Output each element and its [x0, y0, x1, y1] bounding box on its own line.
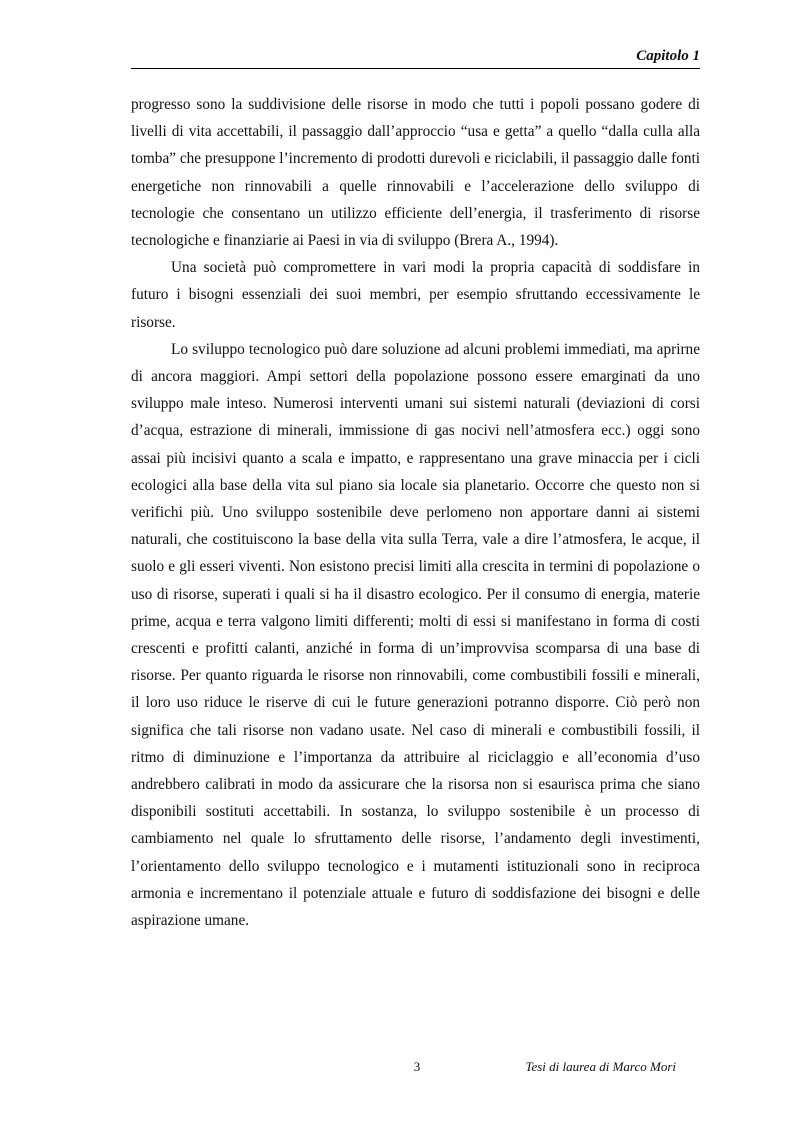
page-number: 3 [413, 1059, 421, 1074]
header-rule [131, 68, 700, 69]
paragraph-3: Lo sviluppo tecnologico può dare soluzione ad alcuni problemi immediati, ma aprirne di ancora maggiori. Ampi settori della popolazione possono essere emarginati da uno sviluppo male inteso. Numerosi interventi umani sui sistemi naturali (deviazioni di corsi d’acqua, estrazione di minerali, immissione di gas nocivi nell’atmosfera ecc.) oggi sono assai più incisivi quanto a scala e impatto, e rappresentano una grave minaccia per i cicli ecologici alla base della vita sul piano sia locale sia planetario. Occorre che questo non si verifichi più. Uno sviluppo sostenibile deve perlomeno non apportare danni ai sistemi naturali, che costituiscono la base della vita sulla Terra, vale a dire l’atmosfera, le acque, il suolo e gli esseri viventi. Non esistono precisi limiti alla crescita in termini di popolazione o uso di risorse, superati i quali si ha il disastro ecologico. Per il consumo di energia, materie prime, acqua e terra valgono limiti differenti; molti di essi si manifestano in forma di costi crescenti e profitti calanti, anziché in forma di un’improvvisa scomparsa di una base di risorse. Per quanto riguarda le risorse non rinnovabili, come combustibili fossili e minerali, il loro uso riduce le riserve di cui le future generazioni potranno disporre. Ciò però non significa che tali risorse non vadano usate. Nel caso di minerali e combustibili fossili, il ritmo di diminuzione e l’importanza da attribuire al riciclaggio e all’economia d’uso andrebbero calibrati in modo da assicurare che la risorsa non si esaurisca prima che siano disponibili sostituti accettabili. In sostanza, lo sviluppo sostenibile è un processo di cambiamento nel quale lo sfruttamento delle risorse, l’andamento degli investimenti, l’orientamento dello sviluppo tecnologico e i mutamenti istituzionali sono in reciproca armonia e incrementano il potenziale attuale e futuro di soddisfazione dei bisogni e delle aspirazione umane. [131, 340, 700, 930]
paragraph-1: progresso sono la suddivisione delle risorse in modo che tutti i popoli possano godere di livelli di vita accettabili, il passaggio dall’approccio “usa e getta” a quello “dalla culla alla tomba” che presuppone l’incremento di prodotti durevoli e riciclabili, il passaggio dalle fonti energetiche non rinnovabili a quelle rinnovabili e l’accelerazione dello sviluppo di tecnologie che consentano un utilizzo efficiente dell’energia, il trasferimento di risorse tecnologiche e finanziarie ai Paesi in via di sviluppo (Brera A., 1994). [131, 96, 700, 250]
paragraph-2: Una società può compromettere in vari modi la propria capacità di soddisfare in futuro i bisogni essenziali dei suoi membri, per esempio sfruttando eccessivamente le risorse. [131, 259, 700, 331]
chapter-header: Capitolo 1 [636, 48, 700, 64]
body-text [131, 91, 700, 934]
footer-credit: Tesi di laurea di Marco Mori [525, 1059, 676, 1074]
